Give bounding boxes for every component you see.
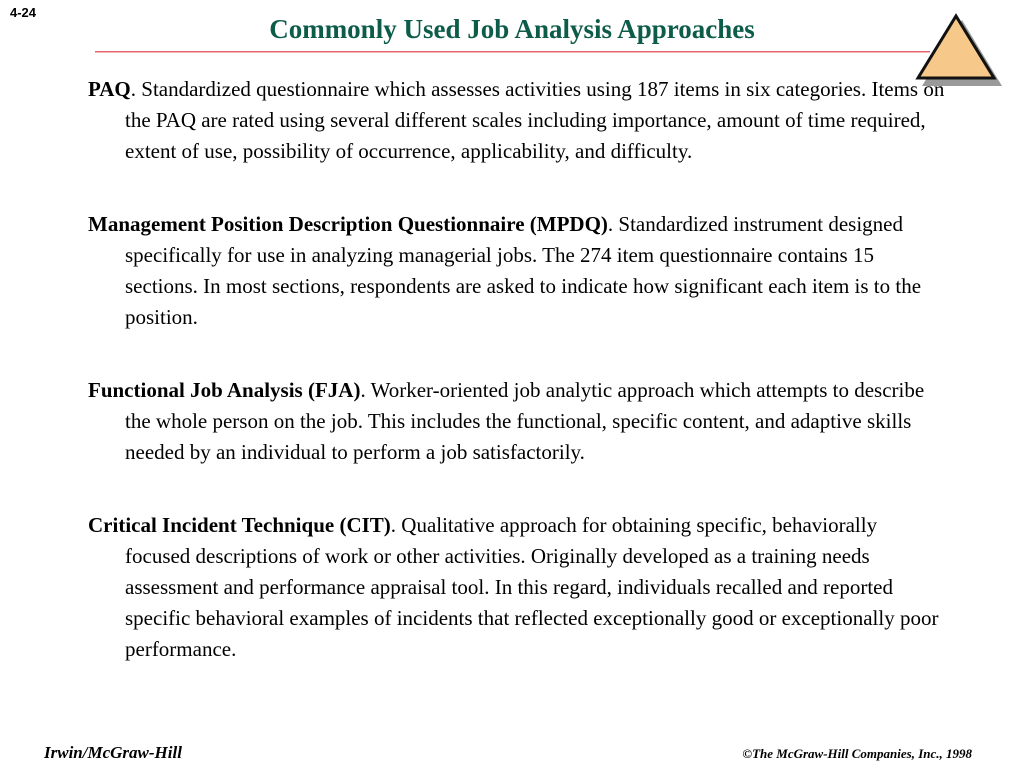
paragraph-paq: [88, 74, 946, 167]
paragraph-fja: [88, 375, 946, 468]
term-paq: PAQ: [88, 77, 131, 101]
term-fja: Functional Job Analysis (FJA): [88, 378, 361, 402]
description-cit: . Qualitative approach for obtaining specific, behaviorally focused descriptions of work or other activities. Originally developed as a training needs assessment and performance appraisal tool. In this regard, individuals recalled and reported specific behavioral examples of incidents that reflected exceptionally good or exceptionally poor performance.: [125, 513, 939, 661]
description-paq: . Standardized questionnaire which assesses activities using 187 items in six categories. Items on the PAQ are rated using several different scales including importance, amount of time required, extent of use, possibility of occurrence, applicability, and difficulty.: [125, 77, 945, 163]
slide-number: 4-24: [10, 5, 37, 20]
footer-publisher: Irwin/McGraw-Hill: [44, 743, 182, 762]
description-fja: . Worker-oriented job analytic approach which attempts to describe the whole person on the job. This includes the functional, specific content, and adaptive skills needed by an individual to perform a job satisfactorily.: [125, 378, 925, 464]
slide-title: Commonly Used Job Analysis Approaches: [269, 14, 755, 44]
footer-copyright: ©The McGraw-Hill Companies, Inc., 1998: [742, 746, 972, 761]
term-mpdq: Management Position Description Questionnaire (MPDQ): [88, 212, 608, 236]
approaches-list: [88, 74, 946, 707]
paragraph-mpdq: [88, 209, 946, 333]
term-cit: Critical Incident Technique (CIT): [88, 513, 391, 537]
description-mpdq: . Standardized instrument designed specifically for use in analyzing managerial jobs. The 274 item questionnaire contains 15 sections. In most sections, respondents are asked to indicate how significant each item is to the position.: [125, 212, 922, 329]
paragraph-cit: [88, 510, 946, 665]
title-divider: [95, 51, 930, 53]
